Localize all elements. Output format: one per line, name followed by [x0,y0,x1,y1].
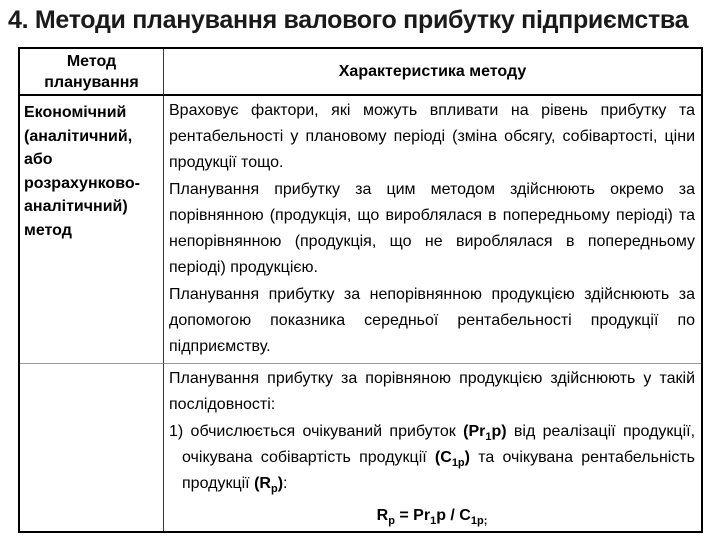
method-name-cell-empty [20,364,164,531]
method-name-cell: Економічний (аналітичний, або розрахунково-аналітичний) метод [20,96,164,364]
profitability-formula: $R_p = Pr_1p / C_{1p;}$ [376,507,488,528]
table-header-description: Характеристика методу [164,49,701,96]
description-paragraph-comparable: Планування прибутку за цим методом здійснюють окремо за порівнянною (продукція, що вироблялася в попередньому періоді) та непорівнянною (продукція, що не вироблялася в попередньому періоді) продукцією. [169,181,695,276]
method-description-cell [164,96,701,364]
profit-methods-table [18,47,703,533]
description-paragraph-factors: Враховує фактори, які можуть впливати на рівень прибутку та рентабельності у плановому періоді (зміна обсягу, собівартості, ціни продукції тощо. [169,102,695,171]
page-title: 4. Методи планування валового прибутку підприємства [8,6,689,34]
planning-sequence-cell [164,364,701,531]
sequence-intro: Планування прибутку за порівняною продукцією здійснюють у такій послідовності: [169,370,695,413]
sequence-step-1: 1) обчислюється очікуваний прибуток $(Pr_1p)$ від реалізації продукції, очікувана собівартість продукції $(C_{1p})$ та очікувана рентабельність продукції $(R_p)$: [169,423,696,496]
description-paragraph-noncomparable: Планування прибутку за непорівнянною продукцією здійснюють за допомогою показника середньої рентабельності продукції по підприємству. [169,286,695,355]
table-header-method: Метод планування [20,49,164,96]
